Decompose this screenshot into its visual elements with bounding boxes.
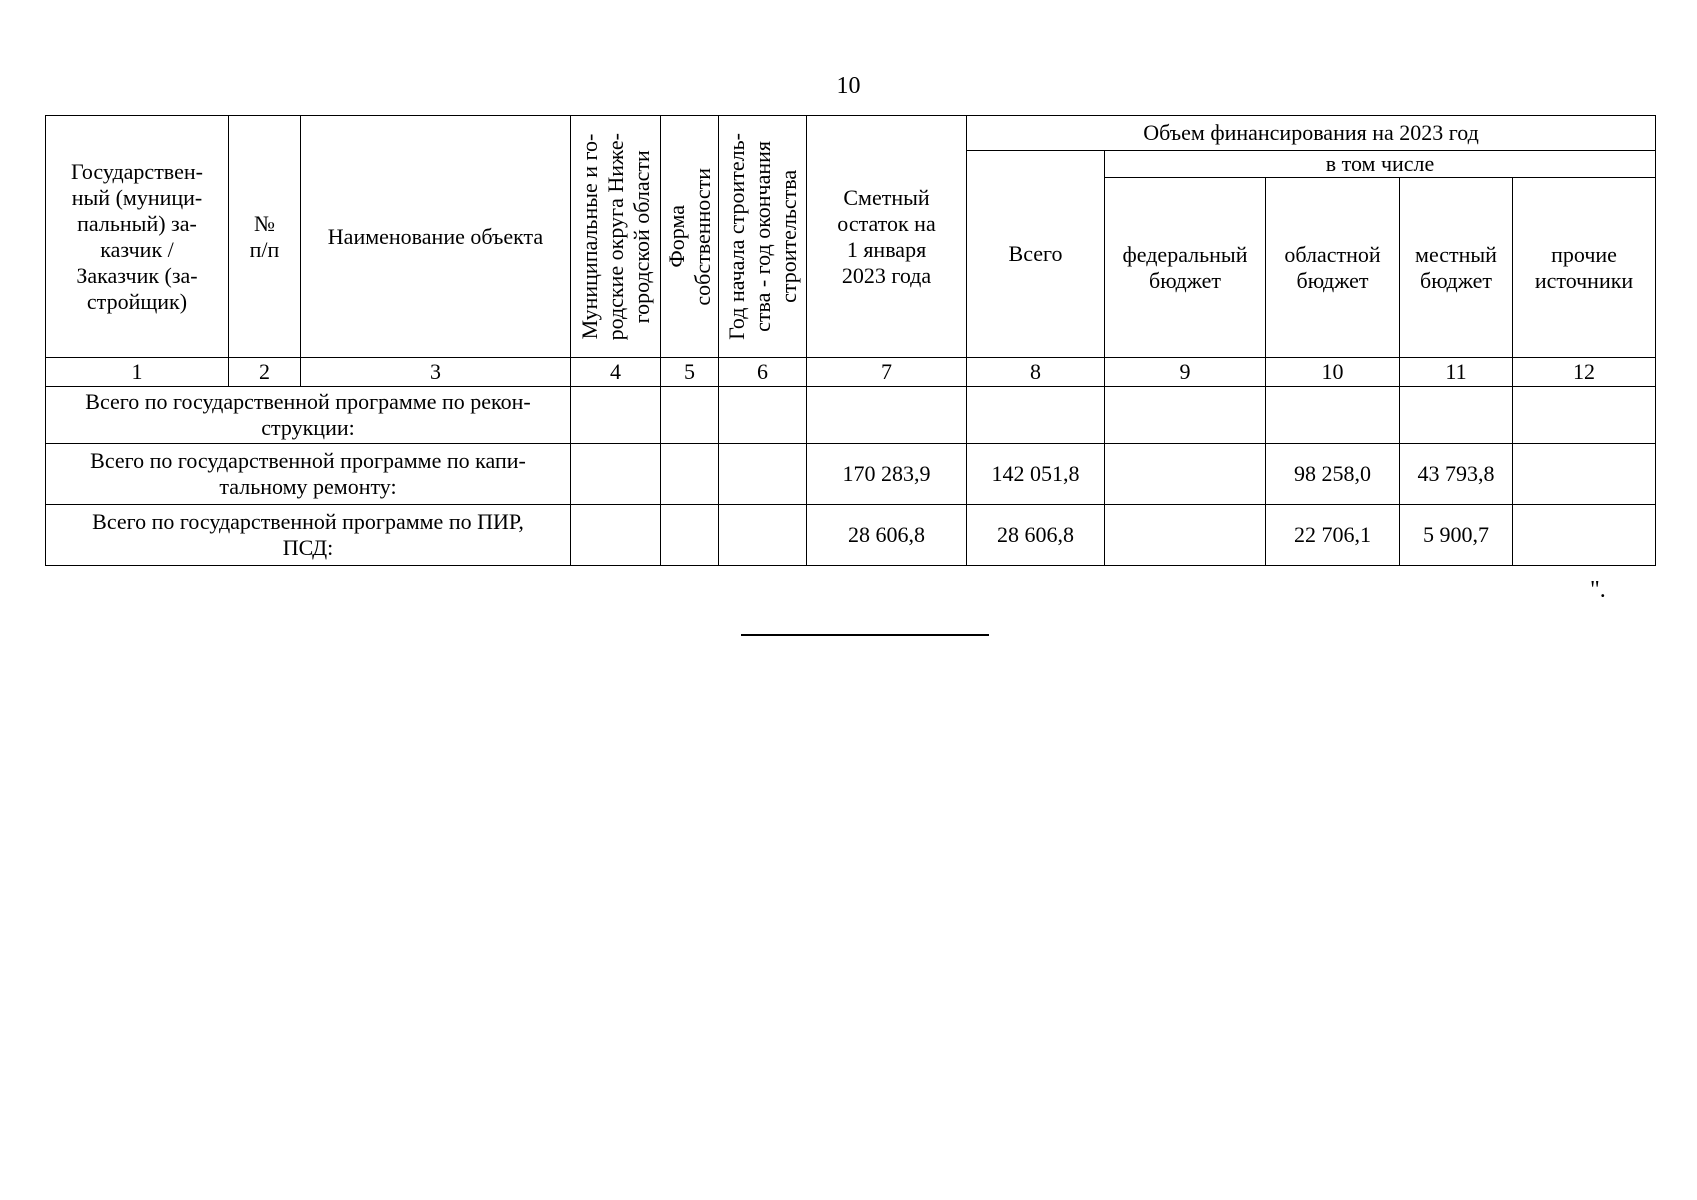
cell-other	[1513, 387, 1656, 444]
row-label: Всего по государственной программе по ПИР, ПСД:	[46, 505, 571, 566]
cell-local: 43 793,8	[1400, 444, 1513, 505]
page-number: 10	[836, 73, 861, 99]
cell-regional: 22 706,1	[1266, 505, 1400, 566]
cell-federal	[1105, 444, 1266, 505]
cell-ownership	[661, 387, 719, 444]
column-number: 1	[46, 358, 229, 387]
cell-total	[967, 387, 1105, 444]
column-number: 4	[571, 358, 661, 387]
end-divider-line	[741, 634, 989, 636]
header-total: Всего	[967, 151, 1105, 358]
header-funding-group: Объем финансирования на 2023 год	[967, 116, 1656, 151]
column-number: 11	[1400, 358, 1513, 387]
cell-municipal	[571, 444, 661, 505]
header-ownership	[661, 116, 719, 358]
cell-ownership	[661, 505, 719, 566]
header-object-name: Наименование объекта	[301, 116, 571, 358]
table-row	[46, 387, 1656, 444]
header-municipal	[571, 116, 661, 358]
cell-remainder: 170 283,9	[807, 444, 967, 505]
header-including: в том числе	[1105, 151, 1656, 178]
column-number: 12	[1513, 358, 1656, 387]
header-number: № п/п	[229, 116, 301, 358]
cell-remainder	[807, 387, 967, 444]
cell-local: 5 900,7	[1400, 505, 1513, 566]
cell-municipal	[571, 505, 661, 566]
column-number: 7	[807, 358, 967, 387]
header-ownership-text: Форма собственности	[663, 167, 715, 306]
column-number: 9	[1105, 358, 1266, 387]
header-regional: областной бюджет	[1266, 178, 1400, 358]
cell-regional	[1266, 387, 1400, 444]
cell-municipal	[571, 387, 661, 444]
cell-years	[719, 387, 807, 444]
column-number: 3	[301, 358, 571, 387]
column-numbers-row	[46, 358, 1656, 387]
cell-years	[719, 444, 807, 505]
header-municipal-text: Муниципальные и го- родские округа Ниже- городской области	[576, 132, 654, 341]
cell-local	[1400, 387, 1513, 444]
cell-total: 142 051,8	[967, 444, 1105, 505]
header-federal: федеральный бюджет	[1105, 178, 1266, 358]
cell-other	[1513, 444, 1656, 505]
cell-ownership	[661, 444, 719, 505]
cell-years	[719, 505, 807, 566]
column-number: 2	[229, 358, 301, 387]
row-label: Всего по государственной программе по рекон- струкции:	[46, 387, 571, 444]
header-remainder: Сметный остаток на 1 января 2023 года	[807, 116, 967, 358]
column-number: 5	[661, 358, 719, 387]
header-customer: Государствен- ный (муници- пальный) за- казчик / Заказчик (за- стройщик)	[46, 116, 229, 358]
column-number: 10	[1266, 358, 1400, 387]
cell-federal	[1105, 387, 1266, 444]
cell-federal	[1105, 505, 1266, 566]
financing-table	[45, 115, 1656, 566]
column-number: 6	[719, 358, 807, 387]
cell-regional: 98 258,0	[1266, 444, 1400, 505]
table-row	[46, 505, 1656, 566]
cell-remainder: 28 606,8	[807, 505, 967, 566]
closing-quote-mark: ".	[1590, 577, 1606, 603]
cell-other	[1513, 505, 1656, 566]
column-number: 8	[967, 358, 1105, 387]
header-years	[719, 116, 807, 358]
header-other: прочие источники	[1513, 178, 1656, 358]
row-label: Всего по государственной программе по капи- тальному ремонту:	[46, 444, 571, 505]
header-local: местный бюджет	[1400, 178, 1513, 358]
header-years-text: Год начала строитель- ства - год окончания строительства	[723, 133, 801, 340]
cell-total: 28 606,8	[967, 505, 1105, 566]
table-row	[46, 444, 1656, 505]
